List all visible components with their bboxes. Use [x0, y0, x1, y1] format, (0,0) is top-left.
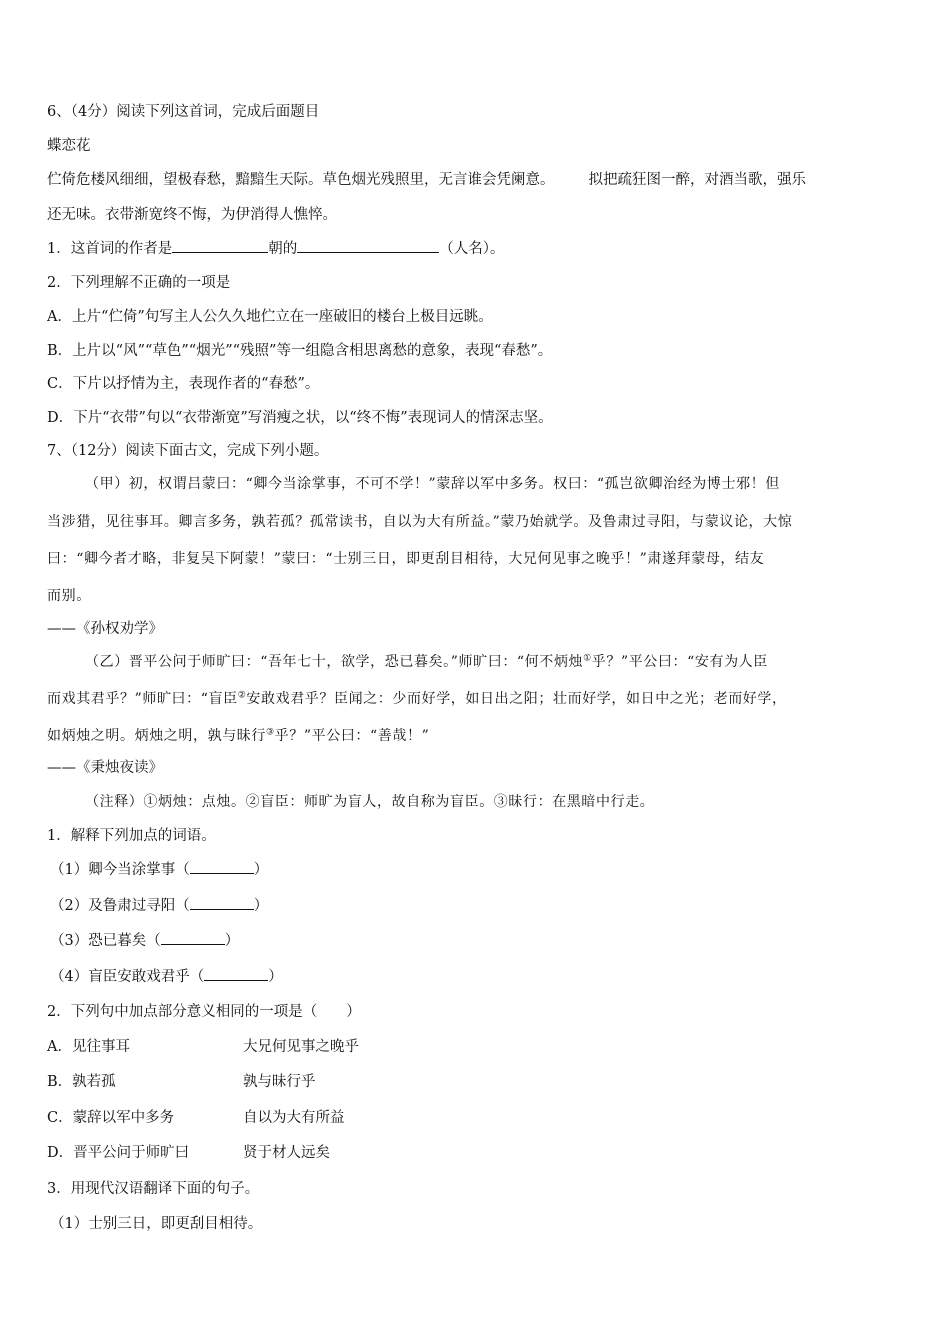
passage-jia-line-2: 当涉猎，见往事耳。卿言多务，孰若孤？孤常读书，自以为大有所益。”蒙乃始就学。及鲁肃过寻阳，与蒙议论，大惊 [47, 514, 793, 530]
q7-1-item-2 [50, 896, 910, 916]
item-4-text: （4）盲臣安敢戏君乎（ [50, 969, 205, 985]
poem-upper-stanza: 伫倚危楼风细细，望极春愁，黯黯生天际。草色烟光残照里，无言谁会凭阑意。 [47, 172, 555, 188]
q6-option-d: D．下片“衣带”句以“衣带渐宽”写消瘦之状，以“终不悔”表现词人的情深志坚。 [47, 410, 553, 426]
footnote-marker-3: ③ [266, 727, 275, 738]
q7-2-option-a [47, 1037, 907, 1057]
q6-option-c: C．下片以抒情为主，表现作者的“春愁”。 [47, 376, 320, 392]
passage-jia-source: ——《孙权劝学》 [47, 621, 163, 637]
close-paren: ） [268, 969, 283, 985]
yi-line3-part-b: 乎？”平公曰：“善哉！” [274, 728, 430, 744]
option-c-left: C．蒙辞以军中多务 [47, 1110, 175, 1126]
yi-line2-part-b: 安敢戏君乎？臣闻之：少而好学，如日出之阳；壮而好学，如日中之光；老而好学， [246, 691, 787, 707]
q7-1-item-1 [50, 860, 910, 880]
option-a-left: A．见往事耳 [47, 1039, 130, 1055]
option-d-left: D．晋平公问于师旷曰 [47, 1145, 190, 1161]
q6-subquestion-1 [47, 239, 907, 259]
dynasty-blank[interactable] [172, 252, 268, 253]
option-c-right: 自以为大有所益 [243, 1110, 345, 1126]
q7-subquestion-2: 2．下列句中加点部分意义相同的一项是（ ） [47, 1004, 361, 1020]
answer-blank-3[interactable] [161, 944, 225, 945]
q6-1-mid: 朝的 [268, 241, 298, 257]
answer-blank-1[interactable] [190, 873, 254, 874]
footnote-marker-1: ① [583, 653, 592, 664]
yi-line1-part-b: 乎？”平公曰：“安有为人臣 [591, 654, 768, 670]
answer-blank-2[interactable] [190, 909, 254, 910]
question-6-header: 6、（4分）阅读下列这首词，完成后面题目 [47, 104, 320, 120]
yi-line3-part-a: 如炳烛之明。炳烛之明，孰与昧行 [47, 728, 266, 744]
yi-line2-part-a: 而戏其君乎？”师旷曰：“盲臣 [47, 691, 238, 707]
item-2-text: （2）及鲁肃过寻阳（ [50, 898, 190, 914]
passage-jia-line-4: 而别。 [47, 588, 91, 604]
poem-text-line-2: 还无味。衣带渐宽终不悔，为伊消得人憔悴。 [47, 207, 337, 223]
q7-1-item-4 [50, 967, 910, 987]
q7-subquestion-1: 1．解释下列加点的词语。 [47, 828, 216, 844]
q7-2-option-d [47, 1143, 907, 1163]
option-b-right: 孰与昧行乎 [243, 1074, 316, 1090]
yi-line1-part-a: （乙）晋平公问于师旷曰：“吾年七十，欲学，恐已暮矣。”师旷曰：“何不炳烛 [85, 654, 584, 670]
item-1-text: （1）卿今当涂掌事（ [50, 862, 190, 878]
author-blank[interactable] [297, 252, 439, 253]
annotation-note: （注释）①炳烛：点烛。②盲臣：师旷为盲人，故自称为盲臣。③昧行：在黑暗中行走。 [85, 794, 655, 810]
q7-2-option-c [47, 1108, 907, 1128]
passage-yi-source: ——《秉烛夜读》 [47, 760, 163, 776]
passage-jia-line-3: 曰：“卿今者才略，非复吴下阿蒙！”蒙曰：“士别三日，即更刮目相待，大兄何见事之晚乎！”肃遂拜蒙母，结友 [47, 551, 765, 567]
close-paren: ） [253, 862, 269, 878]
poem-lower-stanza-start: 拟把疏狂图一醉，对酒当歌，强乐 [588, 172, 806, 188]
q6-1-prefix: 1．这首词的作者是 [47, 241, 173, 257]
item-3-text: （3）恐已暮矣（ [50, 933, 161, 949]
passage-yi-line-1 [85, 652, 907, 672]
passage-yi-line-2 [47, 689, 907, 709]
option-a-right: 大兄何见事之晚乎 [243, 1039, 359, 1055]
close-paren: ） [224, 933, 240, 949]
q6-1-suffix: （人名）。 [439, 241, 505, 257]
answer-blank-4[interactable] [204, 980, 268, 981]
close-paren: ） [253, 898, 269, 914]
q7-1-item-3 [50, 931, 910, 951]
poem-text-line-1 [47, 170, 907, 190]
option-d-right: 贤于材人远矣 [243, 1145, 330, 1161]
q7-3-item-1: （1）士别三日，即更刮目相待。 [50, 1216, 263, 1232]
q6-option-b: B．上片以“风”“草色”“烟光”“残照”等一组隐含相思离愁的意象，表现“春愁”。 [47, 343, 553, 359]
footnote-marker-2: ② [237, 690, 247, 701]
question-7-header: 7、（12分）阅读下面古文，完成下列小题。 [47, 443, 329, 459]
poem-title: 蝶恋花 [47, 138, 91, 154]
q6-option-a: A．上片“伫倚”句写主人公久久地伫立在一座破旧的楼台上极目远眺。 [47, 309, 493, 325]
passage-jia-line-1: （甲）初，权谓吕蒙曰：“卿今当涂掌事，不可不学！”蒙辞以军中多务。权曰：“孤岂欲卿治经为博士邪！但 [85, 476, 780, 492]
option-b-left: B．孰若孤 [47, 1074, 116, 1090]
q6-subquestion-2: 2．下列理解不正确的一项是 [47, 275, 231, 291]
q7-subquestion-3: 3．用现代汉语翻译下面的句子。 [47, 1181, 260, 1197]
q7-2-option-b [47, 1072, 907, 1092]
passage-yi-line-3 [47, 726, 907, 746]
